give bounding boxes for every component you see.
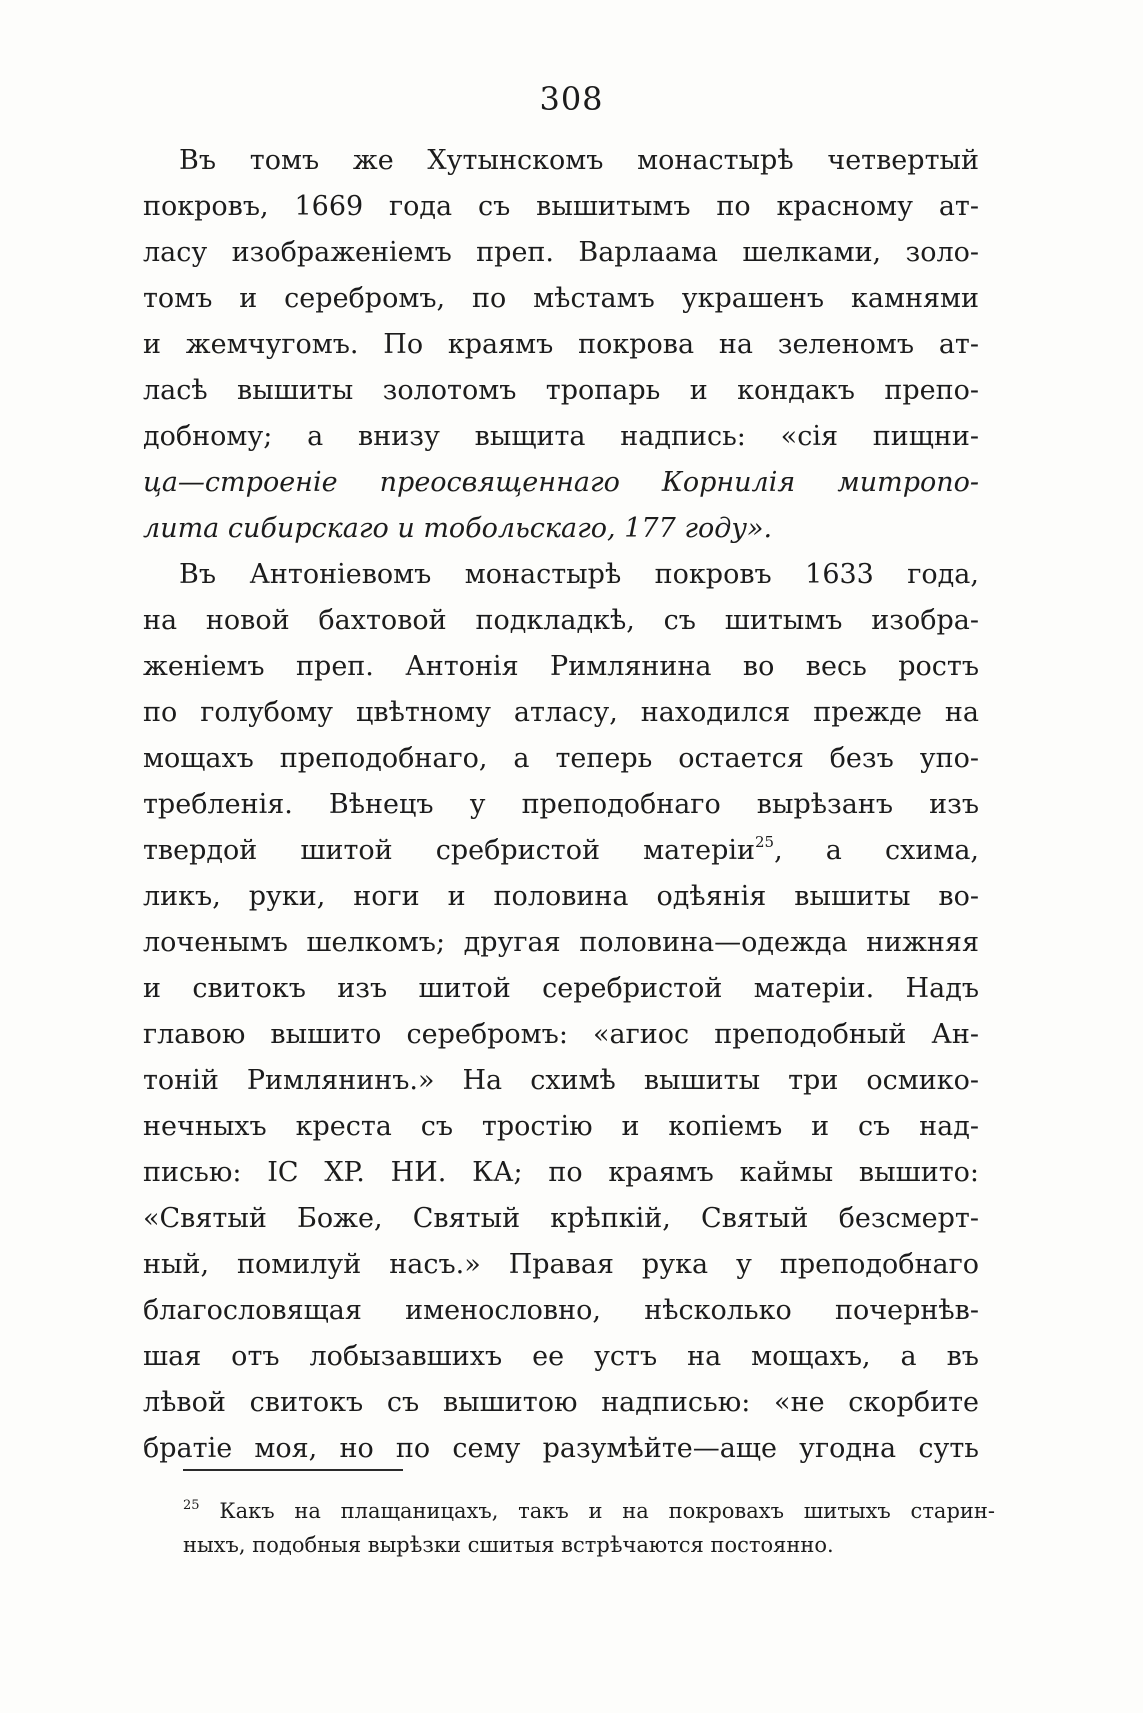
text-line: лоченымъ шелкомъ; другая половина—одежда нижняя	[143, 927, 979, 958]
text-line: «Святый Боже, Святый крѣпкiй, Святый безсмерт-	[143, 1203, 979, 1234]
text-line: томъ и серебромъ, по мѣстамъ украшенъ камнями	[143, 283, 979, 314]
text-line: покровъ, 1669 года съ вышитымъ по красному ат-	[143, 191, 979, 222]
text-line: и свитокъ изъ шитой серебристой матерiи. Надъ	[143, 973, 979, 1004]
text-line: ный, помилуй насъ.» Правая рука у преподобнаго	[143, 1249, 979, 1280]
text-line: мощахъ преподобнаго, а теперь остается безъ упо-	[143, 743, 979, 774]
text-line: добному; а внизу выщита надпись: «сiя пищни-	[143, 421, 979, 452]
page-number: 308	[539, 80, 604, 118]
text-line	[143, 828, 979, 874]
text-line: и жемчугомъ. По краямъ покрова на зеленомъ ат-	[143, 329, 979, 360]
text-line-end: , а схима,	[774, 835, 980, 866]
footnote-text: Какъ на плащаницахъ, такъ и на покровахъ шитыхъ старин-	[219, 1499, 995, 1523]
text-line: ликъ, руки, ноги и половина одѣянiя вышиты во-	[143, 881, 979, 912]
text-line: нечныхъ креста съ тростiю и копiемъ и съ над-	[143, 1111, 979, 1142]
body-text	[143, 138, 979, 1472]
text-line: ласѣ вышиты золотомъ тропарь и кондакъ препо-	[143, 375, 979, 406]
text-line: лѣвой свитокъ съ вышитою надписью: «не скорбите	[143, 1387, 979, 1418]
text-line: на новой бахтовой подкладкѣ, съ шитымъ изобра-	[143, 605, 979, 636]
text-line-start: твердой шитой сребристой матерiи	[143, 835, 756, 866]
text-line: Въ Антонiевомъ монастырѣ покровъ 1633 года,	[179, 559, 979, 590]
text-line: Въ томъ же Хутынскомъ монастырѣ четвертый	[179, 145, 979, 176]
footnote-marker: 25	[183, 1498, 200, 1513]
footnote-divider	[183, 1469, 403, 1471]
footnote-line: ныхъ, подобныя вырѣзки сшитыя встрѣчаются постоянно.	[183, 1533, 834, 1557]
text-line: братiе моя, но по сему разумѣйте—аще угодна суть	[143, 1433, 979, 1464]
text-line: ласу изображенiемъ преп. Варлаама шелками, золо-	[143, 237, 979, 268]
footnote-reference[interactable]: 25	[755, 833, 775, 851]
text-line: лита сибирскаго и тобольскаго, 177 году».	[143, 513, 773, 544]
text-line: женiемъ преп. Антонiя Римлянина во весь ростъ	[143, 651, 979, 682]
footnote	[183, 1494, 995, 1562]
text-line: главою вышито серебромъ: «агиос преподобный Ан-	[143, 1019, 979, 1050]
text-line: писью: IC XP. НИ. КА; по краямъ каймы вышито:	[143, 1157, 979, 1188]
text-line: тонiй Римлянинъ.» На схимѣ вышиты три осмико-	[143, 1065, 979, 1096]
text-line: ца—строенiе преосвященнаго Корнилiя митропо-	[143, 467, 979, 498]
footnote-line	[183, 1494, 995, 1528]
text-line: благословящая именословно, нѣсколько почернѣв-	[143, 1295, 979, 1326]
text-line: шая отъ лобызавшихъ ее устъ на мощахъ, а въ	[143, 1341, 979, 1372]
text-line: по голубому цвѣтному атласу, находился прежде на	[143, 697, 979, 728]
text-line: требленiя. Вѣнецъ у преподобнаго вырѣзанъ изъ	[143, 789, 979, 820]
